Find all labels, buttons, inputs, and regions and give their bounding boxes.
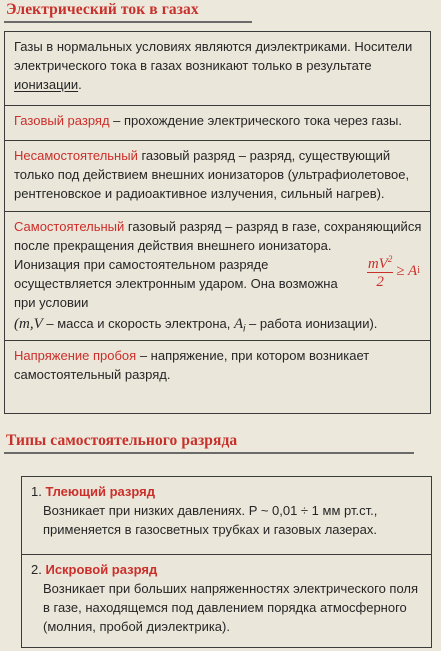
note-variables: (m,V	[14, 316, 43, 332]
term-gas-discharge: Газовый разряд	[14, 113, 110, 128]
term-non-self-discharge: Несамостоятельный	[14, 148, 138, 163]
section-title-discharge-types: Типы самостоятельного разряда	[6, 432, 238, 449]
term-breakdown-voltage: Напряжение пробоя	[14, 348, 137, 363]
item-title-spark	[31, 560, 423, 579]
formula-numerator	[367, 251, 394, 273]
definitions-box	[4, 31, 431, 414]
gas-discharge-row	[5, 106, 430, 141]
breakdown-voltage-row	[5, 341, 430, 412]
definition-breakdown-voltage: – напряжение, при котором возникает самостоятельный разряд.	[14, 348, 370, 382]
section-title-gas-current: Электрический ток в газах	[6, 1, 199, 18]
note-work-text: – работа ионизации).	[245, 316, 378, 331]
formula-rhs: ≥ A	[396, 262, 418, 279]
intro-text-main: Газы в нормальных условиях являются диэлектриками. Носители электрического тока в газах возникают только в результате	[14, 39, 413, 73]
non-self-discharge-row	[5, 141, 430, 212]
ionization-condition-text	[14, 255, 422, 312]
list-item-spark-discharge	[22, 555, 431, 646]
formula-denominator: 2	[376, 274, 384, 290]
formula-exponent: 2	[387, 254, 393, 264]
definition-gas-discharge: – прохождение электрического тока через газы.	[109, 113, 402, 128]
title-underline	[4, 21, 252, 23]
intro-period: .	[78, 77, 82, 92]
item-text-spark-discharge: Возникает при больших напряженностях электрического поля в газе, находящемся под давлением порядка атмосферного (молния, пробой диэлектрика).	[43, 581, 419, 634]
definition-self-discharge: газовый разряд – разряд в газе, сохраняющийся после прекращения действия внешнего ионизатора.	[14, 219, 422, 253]
ionization-term: ионизации	[14, 77, 79, 92]
breakdown-voltage-text	[14, 346, 422, 384]
item-name-glow-discharge: Тлеющий разряд	[45, 484, 155, 499]
note-mass-velocity: – масса и скорость электрона,	[42, 316, 234, 331]
list-item-glow-discharge	[22, 477, 431, 555]
gas-discharge-text	[14, 111, 422, 130]
item-number: 2.	[31, 562, 42, 577]
discharge-types-box	[21, 476, 432, 648]
formula-fraction	[367, 251, 394, 290]
ionization-condition: Ионизация при самостоятельном разряде осуществляется электронным ударом. Она возможна при условии	[14, 257, 338, 310]
ionization-formula	[367, 251, 420, 290]
item-text-glow-discharge: Возникает при низких давлениях. P ~ 0,01 ÷ 1 мм рт.ст., применяется в газосветных трубках и газовых лазерах.	[43, 503, 378, 537]
variables-note	[14, 314, 422, 339]
formula-subscript: i	[417, 264, 420, 276]
item-name-spark-discharge: Искровой разряд	[45, 562, 158, 577]
non-self-discharge-text	[14, 146, 422, 203]
self-discharge-text	[14, 217, 422, 255]
formula-num-text: mV	[367, 256, 388, 272]
item-number: 1.	[31, 484, 42, 499]
title-underline	[4, 452, 414, 454]
self-discharge-row	[5, 212, 430, 341]
intro-row	[5, 32, 430, 106]
definition-non-self-discharge: газовый разряд – разряд, существующий только под действием внешних ионизаторов (ультрафиолетовое, рентгеновское и радиоактивное излучения, сильный нагрев).	[14, 148, 410, 201]
item-title-glow	[31, 482, 423, 501]
note-work-symbol: A	[234, 316, 244, 332]
intro-text	[14, 37, 422, 94]
note-work-subscript: i	[243, 323, 246, 335]
term-self-discharge: Самостоятельный	[14, 219, 125, 234]
